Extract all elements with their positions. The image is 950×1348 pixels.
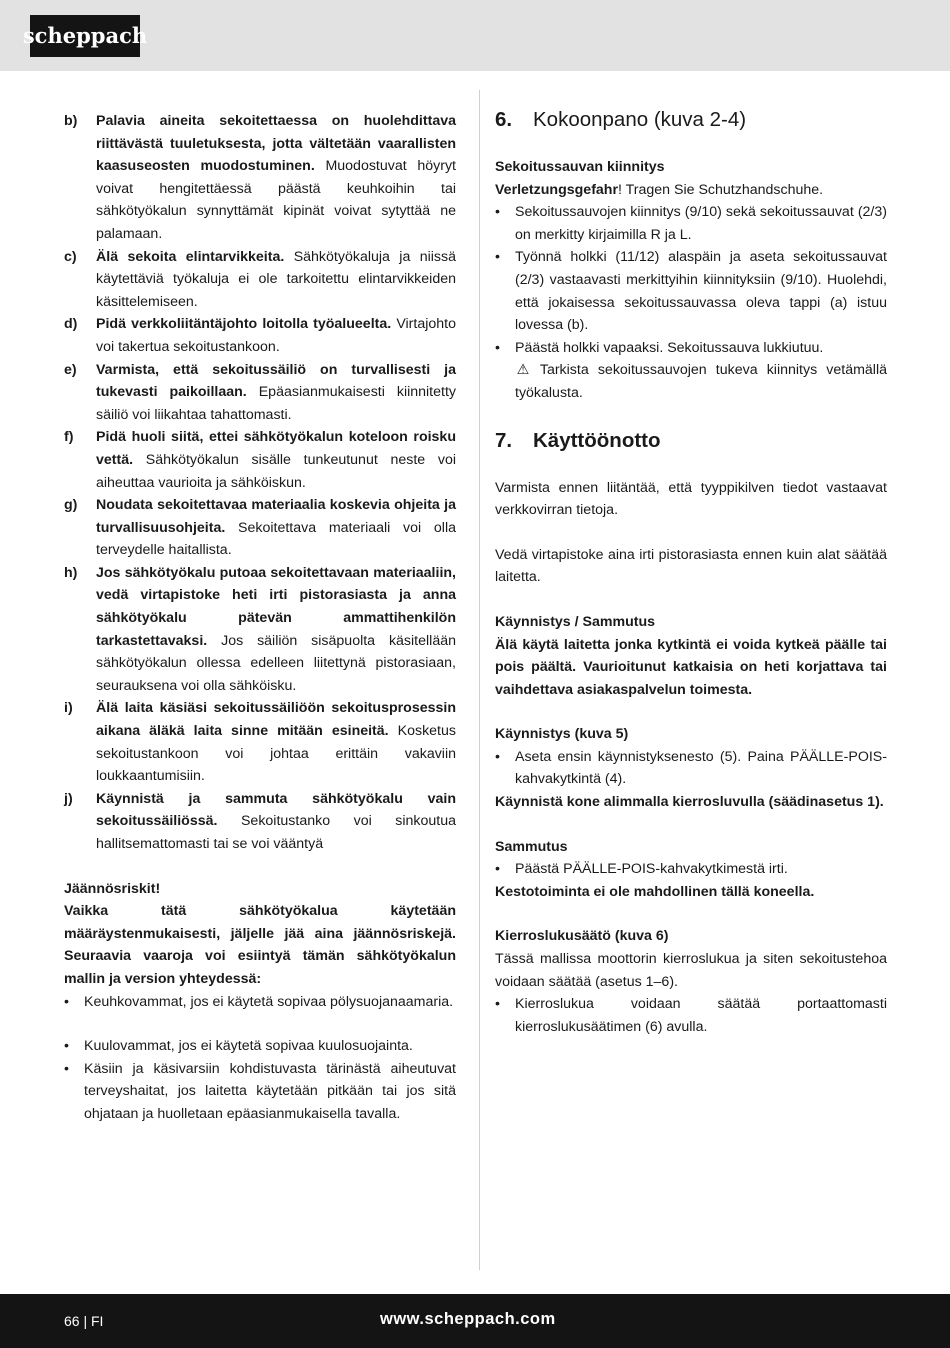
item-text: Varmista, että sekoitussäiliö on turvallisesti ja tukevasti paikoillaan. Epäasianmukaisesti kiinnitetty säiliö voi liikahtaa tahattomasti.: [96, 361, 456, 423]
item-label: e): [64, 361, 77, 378]
onoff-warning: Älä käytä laitetta jonka kytkintä ei voida kytkeä päälle tai pois päältä. Vaurioitunut katkaisia on heti korjattava tai vaihdettava asiakaspalvelun toimesta.: [495, 636, 887, 698]
item-label: h): [64, 564, 78, 581]
page-number: 66 | FI: [64, 1313, 104, 1329]
item-label: c): [64, 248, 77, 265]
safety-item-c: [64, 246, 456, 314]
brand-logo: scheppach: [30, 15, 140, 57]
residual-risks-text: Vaikka tätä sähkötyökalua käytetään määräystenmukaisesti, jäljelle jää aina jäännösriskejä. Seuraavia vaaroja voi esiintyä tämän sähkötyökalun mallin ja version yhteydessä:: [64, 903, 456, 987]
item-text: Käynnistä ja sammuta sähkötyökalu vain sekoitussäiliössä. Sekoitustanko voi sinkoutua hallitsemattomasti tai se voi vääntyä: [96, 790, 456, 852]
safety-item-h: [64, 562, 456, 698]
injury-warning: Verletzungsgefahr! Tragen Sie Schutzhandschuhe.: [495, 181, 824, 198]
safety-item-e: [64, 359, 456, 427]
item-text: Älä sekoita elintarvikkeita. Sähkötyökaluja ja niissä käytettäviä työkaluja ei ole tarkoitettu elintarvikkeiden käsittelemiseen.: [96, 248, 456, 310]
left-column: [64, 110, 456, 1126]
safety-item-d: [64, 313, 456, 358]
item-text: Palavia aineita sekoitettaessa on huolehdittava riittävästä tuuletuksesta, jotta vältetään vaarallisten kaasuseosten muodostuminen. Muodostuvat höyryt voivat hengitettäessä päästä keuhkoihin tai sähkötyökalun synnyttämät kipinät voivat sytyttää ne palamaan.: [96, 113, 456, 242]
item-label: g): [64, 497, 78, 514]
residual-bullet: • Keuhkovammat, jos ei käytetä sopivaa pölysuojanaamaria.: [64, 993, 454, 1010]
item-text: Jos sähkötyökalu putoaa sekoitettavaan materiaaliin, vedä virtapistoke heti irti pistorasiasta ja anna sähkötyökalu pätevän ammattihenkilön tarkastettavaksi. Jos säiliön sisäpuolta käsitellään sähkötyökalun ollessa edelleen liitettynä pistorasiaan, seurauksena voi olla sähköisku.: [96, 564, 456, 694]
stop-bullet: • Päästä PÄÄLLE-POIS-kahvakytkimestä irti.: [495, 861, 788, 878]
unplug-note: Vedä virtapistoke aina irti pistorasiasta ennen kuin alat säätää laitetta.: [495, 546, 887, 586]
residual-risks-title: Jäännösriskit!: [64, 880, 161, 897]
stop-note: Kestotoiminta ei ole mahdollinen tällä koneella.: [495, 883, 815, 900]
page-footer: [0, 1294, 950, 1348]
safety-item-b: [64, 110, 456, 246]
right-column: [495, 106, 887, 1038]
item-label: i): [64, 700, 73, 717]
section-6-heading: 6. Kokoonpano (kuva 2-4): [495, 108, 747, 131]
speed-title: Kierroslukusäätö (kuva 6): [495, 928, 669, 945]
mounting-bullet: • Päästä holkki vapaaksi. Sekoitussauva lukkiutuu. ⚠ Tarkista sekoitussauvojen tukeva kiinnitys vetämällä työkalusta.: [495, 339, 887, 401]
residual-bullet: • Kuulovammat, jos ei käytetä sopivaa kuulosuojainta.: [64, 1038, 413, 1055]
item-label: d): [64, 316, 78, 333]
mounting-bullet: • Työnnä holkki (11/12) alaspäin ja aseta sekoitussauvat (2/3) vastaavasti merkittyihin kiinnityksiin (9/10). Huolehdi, että jokaisessa sekoitussauvassa oleva tappi (a) istuu lovessa (b).: [495, 249, 887, 334]
safety-item-g: [64, 494, 456, 562]
speed-text: Tässä mallissa moottorin kierroslukua ja siten sekoitustehoa voidaan säätää (asetus 1–6).: [495, 951, 887, 990]
safety-item-i: [64, 697, 456, 787]
speed-bullet: • Kierroslukua voidaan säätää portaattomasti kierroslukusäätimen (6) avulla.: [495, 996, 887, 1035]
warning-icon: ⚠: [516, 362, 530, 379]
start-note: Käynnistä kone alimmalla kierrosluvulla (säädinasetus 1).: [495, 794, 884, 811]
mounting-bullet: • Sekoitussauvojen kiinnitys (9/10) sekä sekoitussauvat (2/3) on merkitty kirjaimilla R ja L.: [495, 204, 887, 243]
column-divider: [479, 90, 480, 1270]
onoff-title: Käynnistys / Sammutus: [495, 613, 656, 630]
website-link[interactable]: www.scheppach.com: [380, 1310, 556, 1328]
safety-item-j: [64, 788, 456, 856]
start-bullet: • Aseta ensin käynnistyksenesto (5). Paina PÄÄLLE-POIS-kahvakytkintä (4).: [495, 748, 887, 788]
page-header: [0, 0, 950, 71]
item-label: j): [64, 790, 73, 807]
item-text: Noudata sekoitettavaa materiaalia koskevia ohjeita ja turvallisuusohjeita. Sekoitettava materiaali voi olla terveydelle haitallista.: [96, 497, 456, 559]
item-label: b): [64, 113, 78, 129]
stop-title: Sammutus: [495, 838, 568, 855]
section-7-heading: 7. Käyttöönotto: [495, 428, 661, 452]
rating-plate-note: Varmista ennen liitäntää, että tyyppikilven tiedot vastaavat verkkovirran tietoja.: [495, 479, 887, 519]
item-text: Pidä verkkoliitäntäjohto loitolla työalueelta. Virtajohto voi takertua sekoitustankoon.: [96, 316, 456, 355]
start-title: Käynnistys (kuva 5): [495, 726, 629, 743]
mounting-subtitle: Sekoitussauvan kiinnitys: [495, 159, 665, 175]
safety-item-f: [64, 426, 456, 494]
item-label: f): [64, 429, 74, 446]
item-text: Älä laita käsiäsi sekoitussäiliöön sekoitusprosessin aikana äläkä laita sinne mitään esineitä. Kosketus sekoitustankoon voi johtaa erittäin vakaviin loukkaantumisiin.: [96, 700, 456, 785]
residual-bullet: • Käsiin ja käsivarsiin kohdistuvasta tärinästä aiheutuvat terveyshaitat, jos laitetta käytetään pitkään tai jos sitä ohjataan ja huolletaan epäasianmukaisella tavalla.: [64, 1060, 456, 1122]
item-text: Pidä huoli siitä, ettei sähkötyökalun koteloon roisku vettä. Sähkötyökalun sisälle tunkeutunut neste voi aiheuttaa vaurioita ja sähköiskun.: [96, 429, 456, 491]
